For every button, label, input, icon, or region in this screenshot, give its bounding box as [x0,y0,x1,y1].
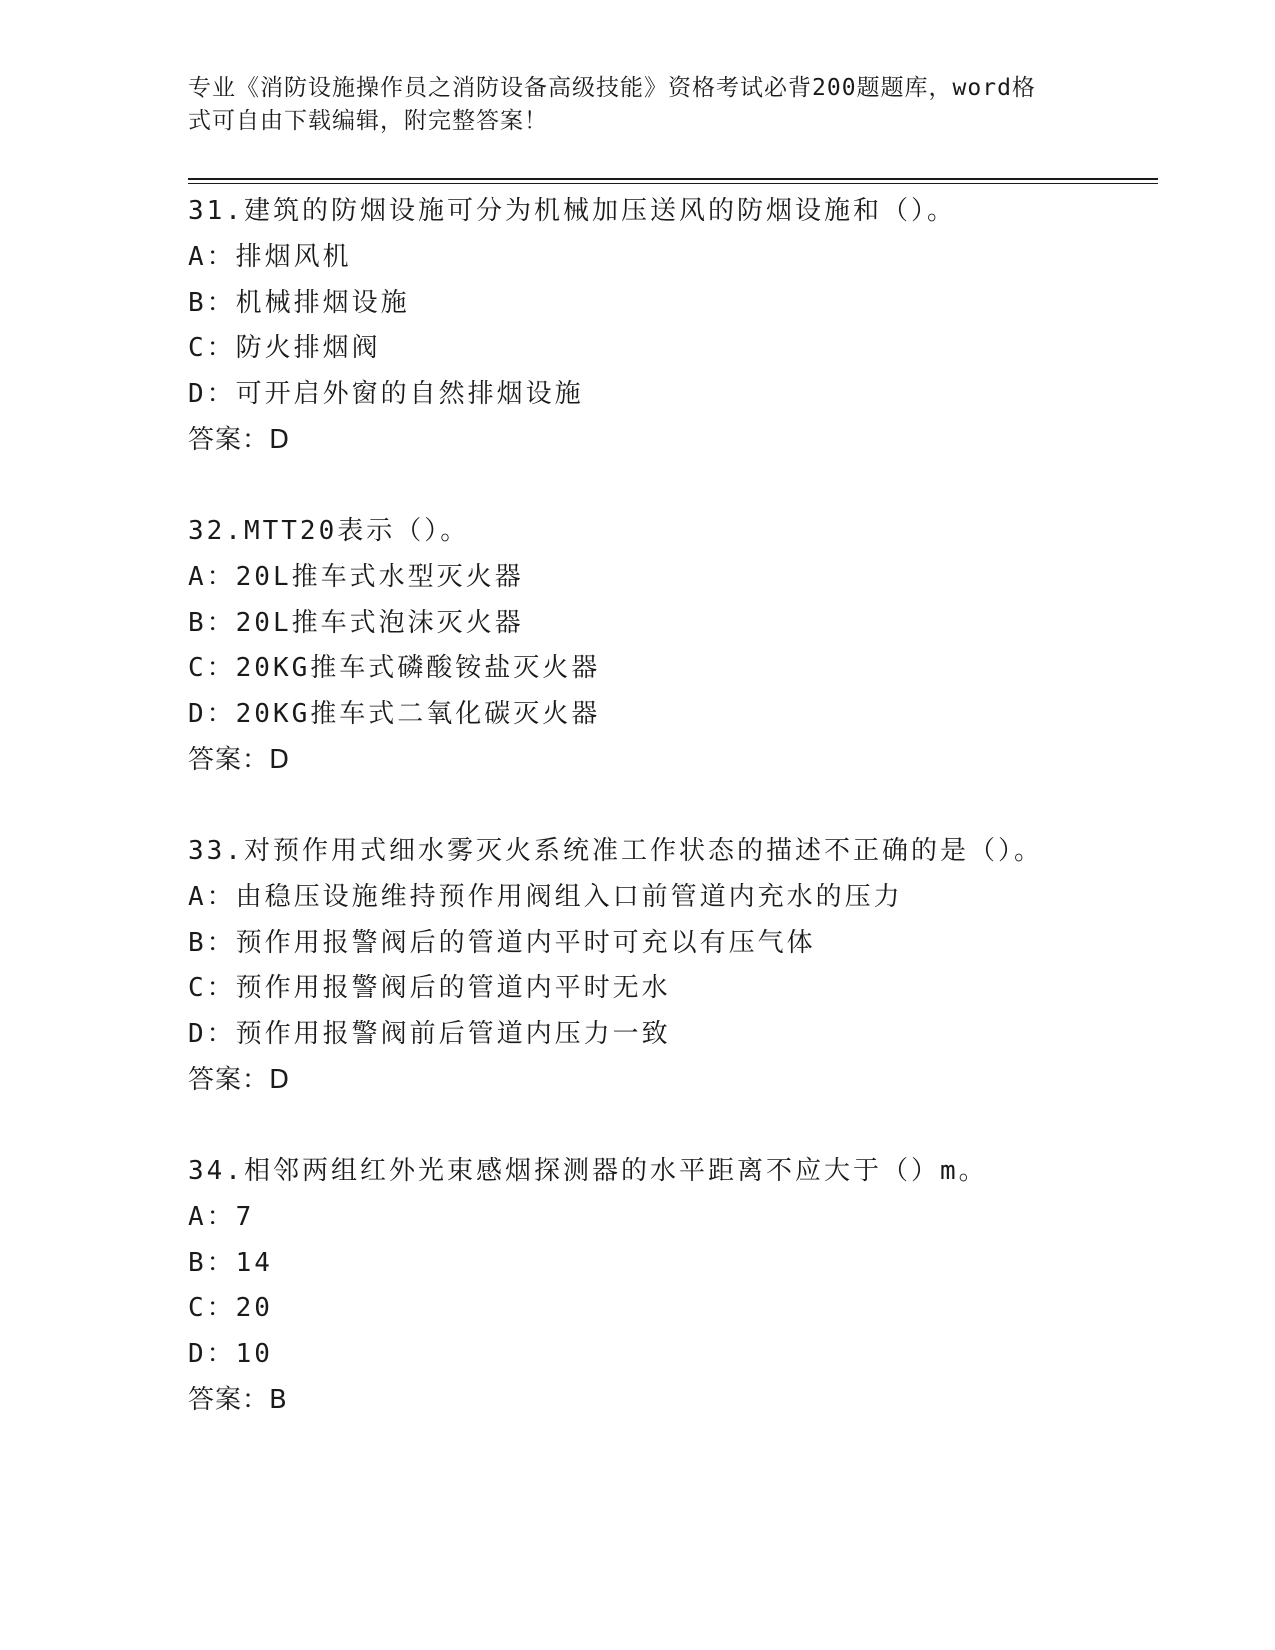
answer-label: 答案：B [188,1384,288,1415]
header-line-2: 式可自由下载编辑，附完整答案！ [188,108,548,134]
question-stem: 31.建筑的防烟设施可分为机械加压送风的防烟设施和（）。 [188,196,956,226]
option-b: B：20L推车式泡沫灭火器 [188,607,524,638]
header-line-1: 专业《消防设施操作员之消防设备高级技能》资格考试必背200题题库，word格 [188,75,1036,101]
option-a: A：20L推车式水型灭火器 [188,561,524,592]
option-d: D：预作用报警阀前后管道内压力一致 [188,1019,671,1050]
option-b: B：机械排烟设施 [188,287,410,318]
option-c: C：20KG推车式磷酸铵盐灭火器 [188,653,601,684]
header-divider [188,178,1158,184]
option-d: D：10 [188,1339,273,1370]
question-stem: 32.MTT20表示（）。 [188,516,470,546]
option-a: A：7 [188,1201,255,1232]
option-a: A：由稳压设施维持预作用阀组入口前管道内充水的压力 [188,881,903,912]
option-c: C：20 [188,1293,273,1324]
question-32 [188,509,1168,829]
option-a: A：排烟风机 [188,241,352,272]
answer-label: 答案：D [188,1064,291,1095]
answer-label: 答案：D [188,744,291,775]
question-stem: 33.对预作用式细水雾灭火系统准工作状态的描述不正确的是（）。 [188,836,1043,866]
option-d: D：20KG推车式二氧化碳灭火器 [188,699,601,730]
question-34 [188,1149,1168,1469]
option-c: C：防火排烟阀 [188,333,381,364]
question-stem: 34.相邻两组红外光束感烟探测器的水平距离不应大于（）m。 [188,1156,988,1186]
document-header [188,72,1068,138]
option-d: D：可开启外窗的自然排烟设施 [188,379,584,410]
answer-label: 答案：D [188,424,291,455]
option-b: B：14 [188,1247,273,1278]
option-b: B：预作用报警阀后的管道内平时可充以有压气体 [188,927,816,958]
question-31 [188,189,1168,509]
question-33 [188,829,1168,1149]
question-list [188,189,1168,1469]
option-c: C：预作用报警阀后的管道内平时无水 [188,973,671,1004]
